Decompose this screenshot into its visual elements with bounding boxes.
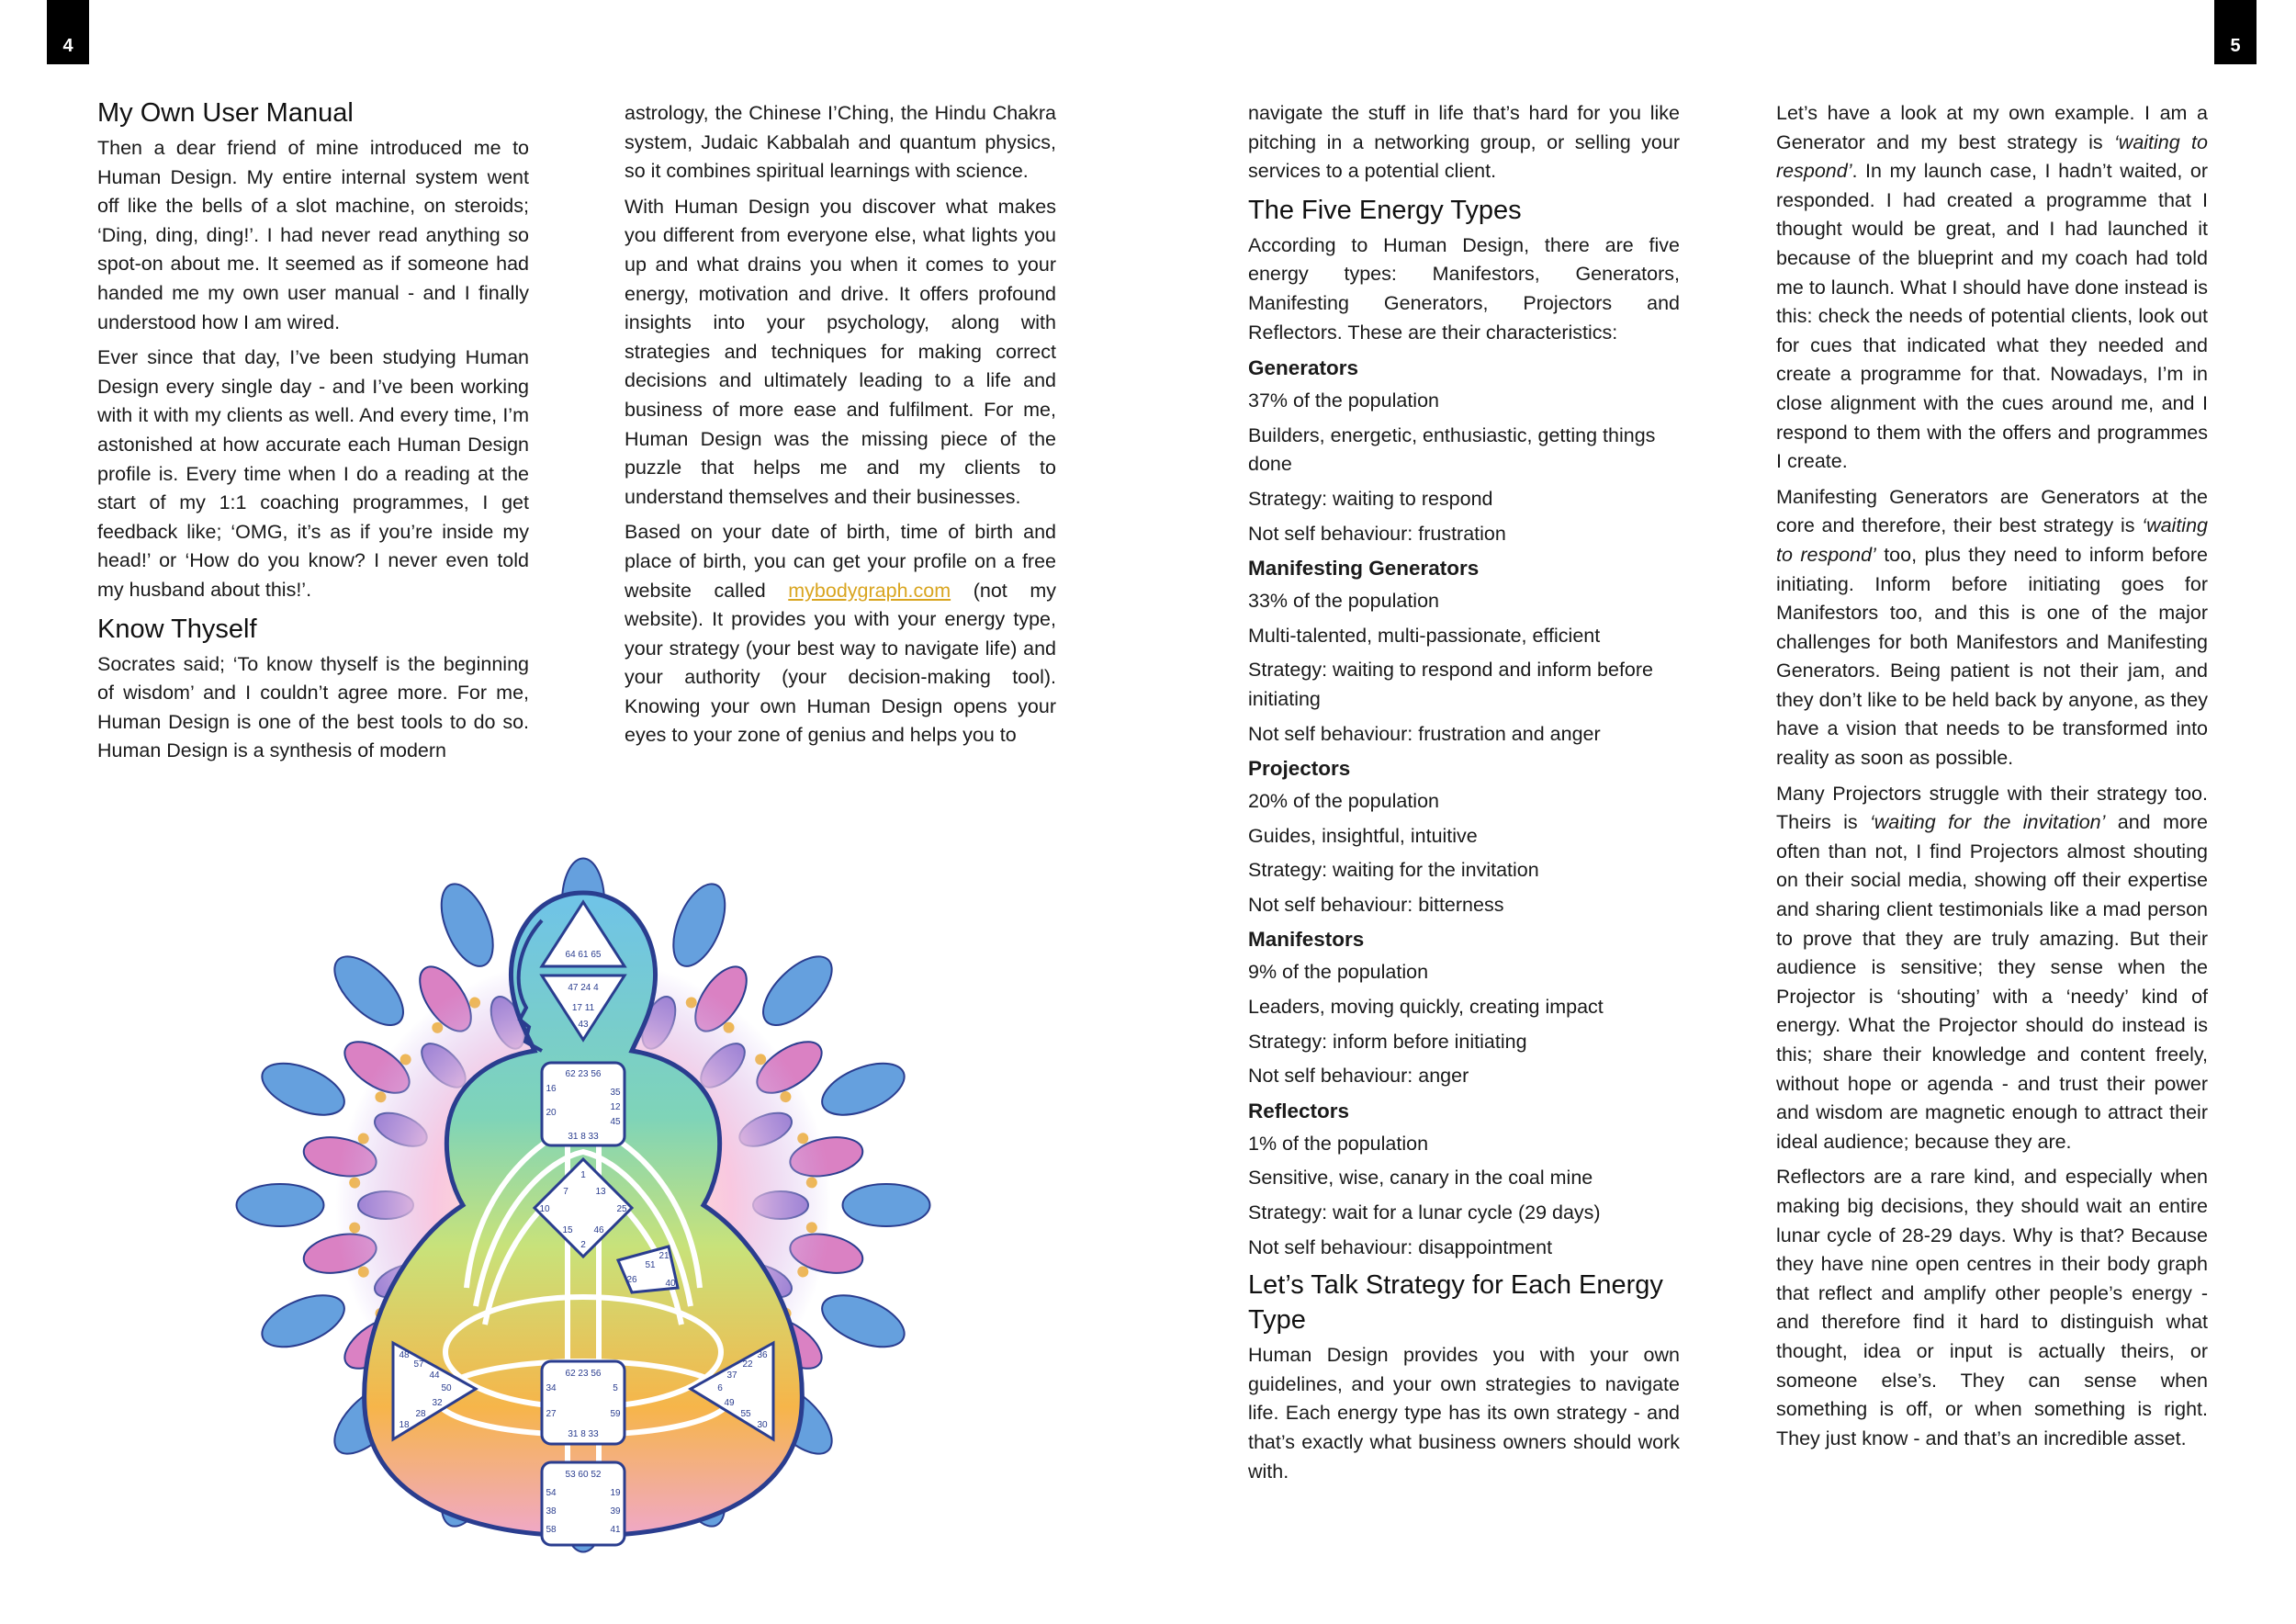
paragraph: Many Projectors struggle with their strategy too. Theirs is ‘waiting for the invitation’ and more often than not, I find Projectors almost shouting on their social media, showing off their expertise and sharing client testimonials like a mad person to prove that they are truly amazing. But their audience is sensitive; they sense when the Projector is ‘shouting’ with a ‘needy’ kind of energy. What the Projector should do instead is this; share their knowledge and content freely, without hope or agenda - and trust their power and wisdom are magnetic enough to attract their ideal audience; because they are. <box>1776 782 2208 1153</box>
heading-strategy: Let’s Talk Strategy for Each Energy Type <box>1248 1270 1663 1336</box>
paragraph: Ever since that day, I’ve been studying Human Design every single day - and I’ve been working with it with my clients as well. And every time, I’m astonished at how accurate each Human Design profile is. Every time when I do a reading at the start of my 1:1 coaching programmes, I get feedback like; ‘OMG, it’s as if you’re inside my head!’ or ‘How do you know? I never even told my husband about this!’. <box>97 346 529 601</box>
gate-label: 32 <box>432 1398 443 1408</box>
gate-label: 39 <box>610 1506 621 1517</box>
energy-type-detail: Not self behaviour: frustration and anger <box>1248 722 1601 745</box>
gate-label: 53 60 52 <box>565 1470 602 1480</box>
gate-label: 2 <box>580 1240 586 1250</box>
gate-label: 1 <box>580 1170 586 1180</box>
page-number-right: 5 <box>2214 0 2257 64</box>
gate-label: 58 <box>546 1525 557 1535</box>
gate-label: 54 <box>546 1488 557 1498</box>
mandala-petal <box>663 876 736 973</box>
paragraph: Let’s have a look at my own example. I am a Generator and my best strategy is ‘waiting to respond’. In my launch case, I hadn’t waited, or responded. I had created a programme that I thought would be great, and I had launched it because of the blueprint and my coach had told me to launch. What I should have done instead is this: check the needs of potential clients, look out for cues that indicated what they needed and create a programme for that. Nowadays, I’m in close alignment with the cues around me, and I respond to them with the offers and programmes I create. <box>1776 102 2208 473</box>
gate-label: 64 61 65 <box>565 950 602 960</box>
energy-type-detail: 33% of the population <box>1248 590 1439 613</box>
gate-label: 36 <box>757 1350 768 1360</box>
mandala-petal <box>237 1184 324 1226</box>
gate-label: 62 23 56 <box>565 1069 602 1079</box>
paragraph: With Human Design you discover what makes you different from everyone else, what lights you up and what drains you when it comes to your energy, motivation and drive. It offers profound insights into your psychology, along with strategies and techniques for making correct decisions and ultimately leading to a life and business of more ease and fulfilment. For me, Human Design was the missing piece of the puzzle that helps me and my clients to understand themselves and their businesses. <box>625 195 1056 508</box>
energy-type-title: Generators <box>1248 356 1359 380</box>
energy-type-detail: Strategy: waiting for the invitation <box>1248 859 1539 882</box>
mandala-petal <box>751 945 843 1037</box>
gate-label: 27 <box>546 1409 557 1419</box>
energy-type-detail: 1% of the population <box>1248 1132 1429 1155</box>
paragraph: Based on your date of birth, time of birth and place of birth, you can get your profile on a free website called mybodygraph.com (not my website). It provides you with your energy type, your strategy (your best way to navigate life) and your authority (your decision-making tool). Knowing your own Human Design opens your eyes to your zone of genius and helps you to <box>625 521 1056 747</box>
gate-label: 18 <box>399 1420 410 1430</box>
gate-label: 12 <box>610 1102 621 1112</box>
gate-label: 45 <box>610 1117 621 1127</box>
gate-label: 13 <box>595 1187 606 1197</box>
energy-type-detail: Builders, energetic, enthusiastic, getting things done <box>1248 423 1656 476</box>
mandala-petal <box>815 1053 911 1125</box>
energy-type-title: Manifesting Generators <box>1248 557 1480 581</box>
paragraph: According to Human Design, there are five energy types: Manifestors, Generators, Manifesting Generators, Projectors and Reflectors. These are their characteristics: <box>1248 233 1680 344</box>
gate-label: 55 <box>740 1409 751 1419</box>
gate-label: 30 <box>757 1420 768 1430</box>
energy-type-title: Reflectors <box>1248 1099 1350 1122</box>
paragraph: navigate the stuff in life that’s hard for you like pitching in a networking group, or selling your services to a potential client. <box>1248 102 1680 183</box>
energy-type-detail: Not self behaviour: bitterness <box>1248 893 1504 916</box>
energy-type-detail: 20% of the population <box>1248 790 1439 813</box>
energy-type-detail: Multi-talented, multi-passionate, efficient <box>1248 624 1601 647</box>
paragraph: astrology, the Chinese I’Ching, the Hindu Chakra system, Judaic Kabbalah and quantum physics, so it combines spiritual learnings with science. <box>625 102 1056 183</box>
energy-type-manifestors <box>1248 925 1680 1090</box>
human-design-bodygraph-illustration <box>200 810 966 1584</box>
gate-label: 19 <box>610 1488 621 1498</box>
energy-type-title: Projectors <box>1248 757 1351 781</box>
energy-type-detail: Sensitive, wise, canary in the coal mine <box>1248 1167 1593 1190</box>
paragraph: Then a dear friend of mine introduced me to Human Design. My entire internal system went off like the bells of a slot machine, on steroids; ‘Ding, ding, ding!’. I had never read anything so spot-on about me. It seemed as if someone had handed me my own user manual - and I finally understood how I am wired. <box>97 137 529 333</box>
mandala-petal <box>843 1184 930 1226</box>
energy-type-detail: Not self behaviour: anger <box>1248 1065 1469 1088</box>
gate-label: 28 <box>415 1409 426 1419</box>
paragraph: Socrates said; ‘To know thyself is the beginning of wisdom’ and I couldn’t agree more. For me, Human Design is one of the best tools to do so. Human Design is a synthesis of modern <box>97 652 529 762</box>
energy-type-detail: Guides, insightful, intuitive <box>1248 824 1478 847</box>
gate-label: 15 <box>562 1225 573 1235</box>
gate-label: 44 <box>429 1370 440 1381</box>
gate-label: 10 <box>539 1204 550 1214</box>
energy-type-title: Manifestors <box>1248 928 1365 952</box>
gate-label: 22 <box>742 1359 753 1370</box>
column-3 <box>1248 99 1680 1493</box>
energy-type-detail: 9% of the population <box>1248 961 1429 984</box>
page-number-left: 4 <box>47 0 89 64</box>
mandala-petal <box>254 1053 351 1125</box>
paragraph: Reflectors are a rare kind, and especially when making big decisions, they should wait an entire lunar cycle of 28-29 days. Why is that? Because they have nine open centres in their body graph that reflect and amplify other people’s energy - and therefore find it hard to distinguish what thought, idea or input is actually theirs, or someone else’s. They can sense when something is off, or when something is right. They just know - and that’s an incredible asset. <box>1776 1166 2208 1449</box>
mandala-petal <box>254 1285 351 1358</box>
mandala-petal <box>431 876 503 973</box>
gate-label: 41 <box>610 1525 621 1535</box>
energy-type-detail: Not self behaviour: frustration <box>1248 522 1506 545</box>
gate-label: 59 <box>610 1409 621 1419</box>
mandala-petal <box>815 1285 911 1358</box>
energy-type-detail: Leaders, moving quickly, creating impact <box>1248 996 1604 1019</box>
energy-type-reflectors <box>1248 1097 1680 1262</box>
column-1 <box>97 96 529 773</box>
heading-know-thyself: Know Thyself <box>97 614 257 644</box>
gate-label: 50 <box>441 1383 452 1393</box>
gate-label: 16 <box>546 1084 557 1094</box>
energy-type-detail: 37% of the population <box>1248 389 1439 412</box>
gate-label: 38 <box>546 1506 557 1517</box>
energy-type-manifesting-generators <box>1248 554 1680 749</box>
gate-label: 6 <box>717 1383 723 1393</box>
gate-label: 17 11 <box>571 1003 595 1013</box>
gate-label: 21 <box>658 1251 670 1261</box>
column-2 <box>625 99 1056 757</box>
energy-type-detail: Strategy: waiting to respond and inform before initiating <box>1248 659 1654 710</box>
gate-label: 25 <box>616 1204 627 1214</box>
gate-label: 26 <box>626 1275 637 1285</box>
energy-type-detail: Strategy: waiting to respond <box>1248 487 1493 510</box>
website-link[interactable]: mybodygraph.com <box>788 579 951 602</box>
mandala-petal <box>323 945 415 1037</box>
gate-label: 48 <box>399 1350 410 1360</box>
gate-label: 37 <box>726 1370 737 1381</box>
gate-label: 34 <box>546 1383 557 1393</box>
energy-type-generators <box>1248 354 1680 548</box>
heading-my-own-user-manual: My Own User Manual <box>97 98 354 128</box>
gate-label: 35 <box>610 1088 621 1098</box>
gate-label: 46 <box>593 1225 604 1235</box>
energy-type-projectors <box>1248 754 1680 919</box>
gate-label: 5 <box>613 1383 618 1393</box>
gate-label: 47 24 4 <box>568 983 599 993</box>
gate-label: 31 8 33 <box>568 1429 599 1439</box>
paragraph: Human Design provides you with your own guidelines, and your own strategies to navigate life. Each energy type has its own strategy - and that’s exactly what business owners should work with. <box>1248 1344 1680 1483</box>
gate-label: 31 8 33 <box>568 1132 599 1142</box>
energy-type-detail: Strategy: wait for a lunar cycle (29 days) <box>1248 1201 1601 1224</box>
gate-label: 20 <box>546 1108 557 1118</box>
gate-label: 43 <box>578 1020 589 1030</box>
gate-label: 7 <box>563 1187 568 1197</box>
energy-type-detail: Not self behaviour: disappointment <box>1248 1235 1553 1258</box>
energy-type-detail: Strategy: inform before initiating <box>1248 1030 1527 1053</box>
paragraph: Manifesting Generators are Generators at the core and therefore, their best strategy is ‘waiting to respond’ too, plus they need to inform before initiating. Inform before initiating goes for Manifestors too, and this is one of the major challenges for both Manifestors and Manifesting Generators. Being patient is not their jam, and they don’t like to be held back by anyone, as they have a vision that needs to be transformed into reality as soon as possible. <box>1776 485 2208 770</box>
heading-five-energy-types: The Five Energy Types <box>1248 195 1522 225</box>
column-4 <box>1776 99 2208 1460</box>
gate-label: 51 <box>645 1260 656 1270</box>
gate-label: 62 23 56 <box>565 1369 602 1379</box>
gate-label: 49 <box>724 1398 735 1408</box>
gate-label: 40 <box>665 1279 676 1289</box>
gate-label: 57 <box>413 1359 424 1370</box>
